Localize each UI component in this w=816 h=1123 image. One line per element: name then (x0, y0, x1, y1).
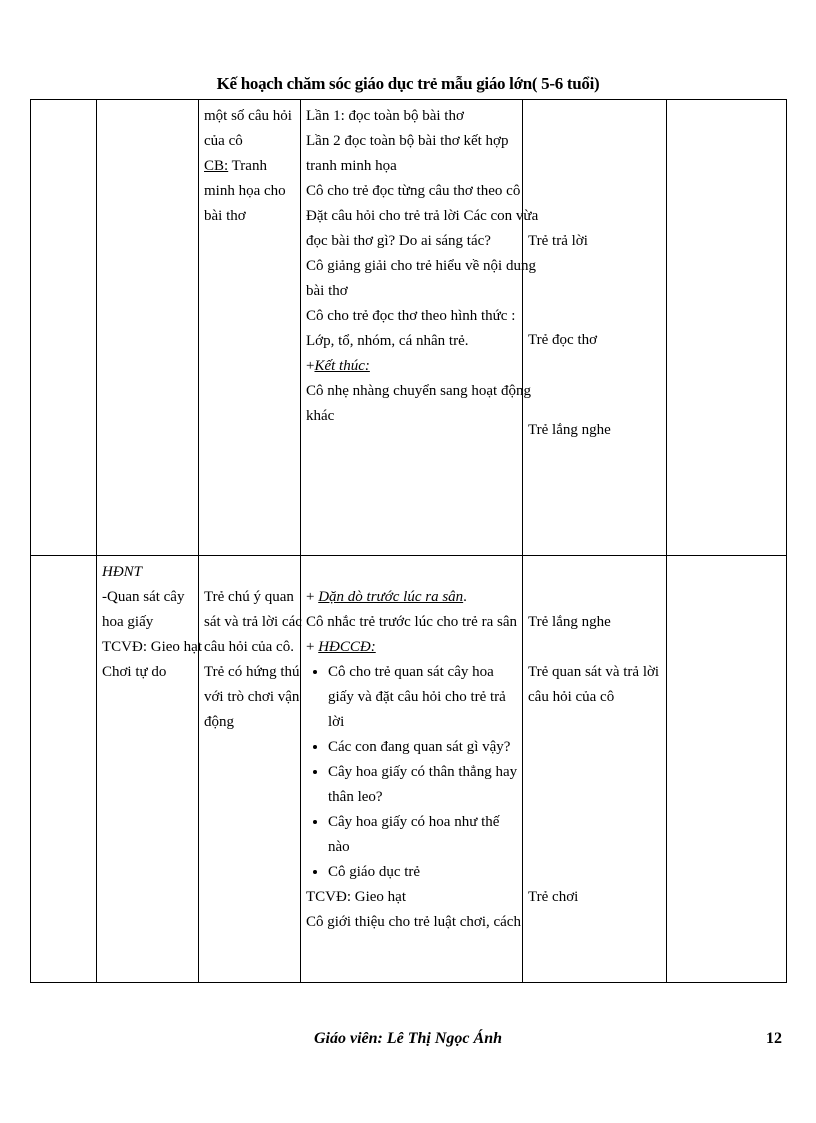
cell-empty (31, 556, 97, 983)
cell-objectives: Trẻ chú ý quan sát và trả lời các câu hỏi của cô. Trẻ có hứng thú với trò chơi vận động (199, 556, 301, 983)
cell-preparation: một số câu hỏi của cô CB: Tranh minh họa cho bài thơ (199, 100, 301, 556)
page-number: 12 (766, 1030, 782, 1047)
cell-empty (97, 100, 199, 556)
page-title: Kế hoạch chăm sóc giáo dục trẻ mẫu giáo lớn( 5-6 tuổi) (216, 74, 600, 93)
lesson-plan-table (30, 99, 787, 983)
teacher-name: Giáo viên: Lê Thị Ngọc Ánh (314, 1030, 502, 1047)
question-list (306, 660, 518, 885)
list-item: • Cây hoa giấy có thân thẳng hay thân leo? (328, 760, 518, 810)
list-item: • Các con đang quan sát gì vậy? (328, 735, 518, 760)
list-item: • Cây hoa giấy có hoa như thế nào (328, 810, 518, 860)
table-row (31, 556, 787, 983)
cell-empty (667, 556, 787, 983)
table-row (31, 100, 787, 556)
list-item: • Cô cho trẻ quan sát cây hoa giấy và đặt câu hỏi cho trẻ trả lời (328, 660, 518, 735)
cell-child-activity: Trẻ trả lời Trẻ đọc thơ Trẻ lắng nghe (523, 100, 667, 556)
cell-activity-name: HĐNT -Quan sát cây hoa giấy TCVĐ: Gieo hạt Chơi tự do (97, 556, 199, 983)
cell-child-activity: Trẻ lắng nghe Trẻ quan sát và trả lời câu hỏi của cô Trẻ chơi (523, 556, 667, 983)
cell-empty (31, 100, 97, 556)
cell-empty (667, 100, 787, 556)
list-item: • Cô giáo dục trẻ (328, 860, 518, 885)
cell-teacher-activity: + Dặn dò trước lúc ra sân. Cô nhắc trẻ trước lúc cho trẻ ra sân + HĐCCĐ: • Cô cho trẻ quan sát cây hoa giấy và đặt câu hỏi cho trẻ trả lời • Các con đang quan sát gì vậy? • Cây hoa giấy có thân thẳng hay thân leo? • Cây hoa giấy có hoa như thế nào • Cô giáo dục trẻ TCVĐ: Gieo hạt Cô giới thiệu cho trẻ luật chơi, cách (301, 556, 523, 983)
cell-teacher-activity: Lần 1: đọc toàn bộ bài thơ Lần 2 đọc toàn bộ bài thơ kết hợp tranh minh họa Cô cho trẻ đọc từng câu thơ theo cô Đặt câu hỏi cho trẻ trả lời Các con vừa đọc bài thơ gì? Do ai sáng tác? Cô giảng giải cho trẻ hiểu về nội dung bài thơ Cô cho trẻ đọc thơ theo hình thức : Lớp, tổ, nhóm, cá nhân trẻ. +Kết thúc: Cô nhẹ nhàng chuyển sang hoạt động khác (301, 100, 523, 556)
